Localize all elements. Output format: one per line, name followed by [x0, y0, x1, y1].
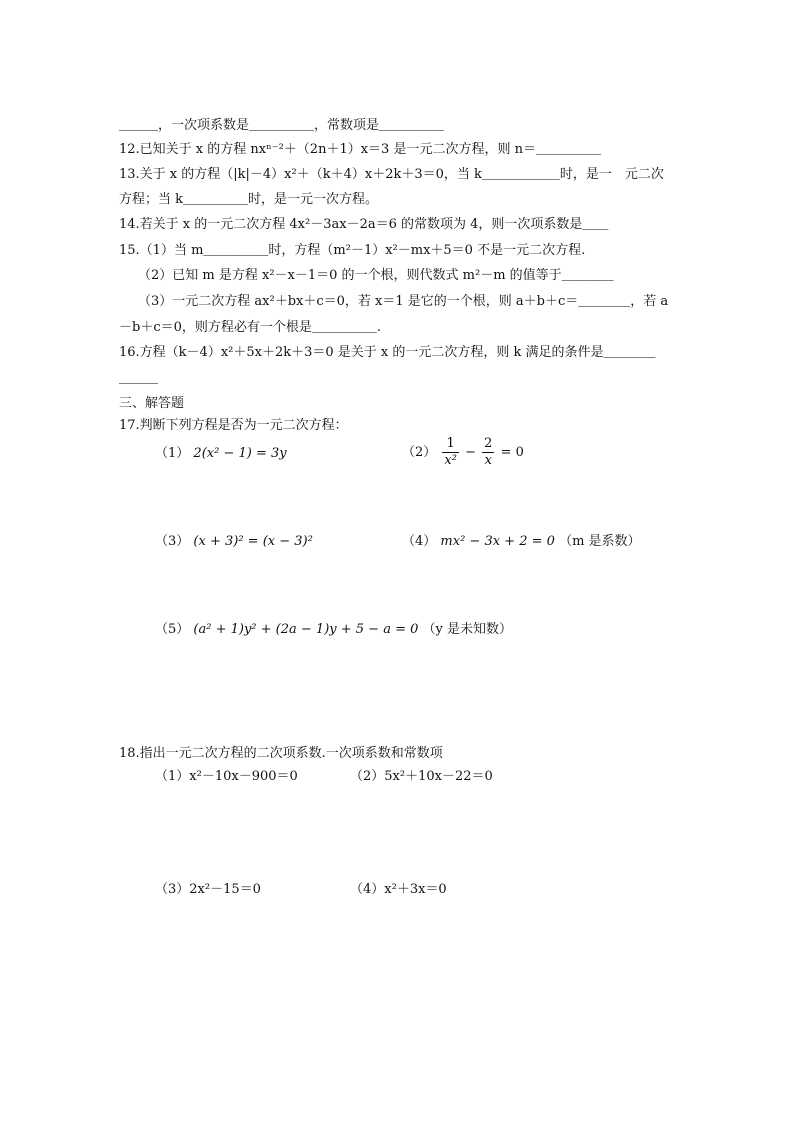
question-17: 17.判断下列方程是否为一元二次方程： — [119, 418, 348, 433]
section-heading-3: 三、解答题 — [119, 396, 185, 411]
minus-sign: − — [465, 445, 477, 460]
q11-continuation: ＿＿＿，一次项系数是＿＿＿＿＿，常数项是＿＿＿＿＿ — [119, 118, 445, 133]
item-label: （3） — [155, 534, 190, 549]
q17-item-4 — [402, 534, 641, 550]
question-15-part3-line1: （3）一元二次方程 ax²＋bx＋c＝0，若 x＝1 是它的一个根，则 a＋b＋c＝＿＿＿＿，若 a — [138, 294, 669, 309]
numerator: 1 — [442, 436, 459, 453]
question-16-line1: 16.方程（k－4）x²＋5x＋2k＋3＝0 是关于 x 的一元二次方程，则 k 满足的条件是＿＿＿＿ — [119, 345, 656, 360]
fraction-1 — [442, 436, 459, 469]
equation-note: （y 是未知数） — [422, 622, 512, 637]
q18-item-4: （4）x²＋3x＝0 — [350, 882, 447, 897]
q18-item-1: （1）x²－10x－900＝0 — [155, 769, 298, 784]
question-14: 14.若关于 x 的一元二次方程 4x²－3ax－2a＝6 的常数项为 4，则一次项系数是＿＿ — [119, 217, 609, 232]
equation: (x + 3)² = (x − 3)² — [193, 534, 313, 549]
question-13-line2: 方程；当 k＿＿＿＿＿时，是一元一次方程。 — [119, 192, 379, 207]
question-15-part1: 15.（1）当 m＿＿＿＿＿时，方程（m²－1）x²－mx＋5＝0 不是一元二次方程. — [119, 243, 586, 258]
equation: (a² + 1)y² + (2a − 1)y + 5 − a = 0 — [193, 622, 419, 637]
q17-item-2 — [402, 436, 524, 469]
numerator: 2 — [484, 436, 493, 451]
q18-item-2: （2）5x²＋10x－22＝0 — [350, 769, 493, 784]
equation: mx² − 3x + 2 = 0 — [440, 534, 555, 549]
question-18: 18.指出一元二次方程的二次项系数.一次项系数和常数项 — [119, 746, 443, 761]
item-label: （1） — [155, 446, 190, 461]
q17-item-3 — [155, 534, 313, 550]
question-15-part2: （2）已知 m 是方程 x²－x－1＝0 的一个根，则代数式 m²－m 的值等于＿＿＿＿ — [138, 268, 614, 283]
fraction-2 — [482, 436, 494, 469]
item-label: （4） — [402, 534, 437, 549]
question-13-line1: 13.关于 x 的方程（|k|－4）x²＋（k＋4）x＋2k＋3＝0，当 k＿＿＿＿＿＿时，是一 元二次 — [119, 167, 664, 182]
question-12: 12.已知关于 x 的方程 nxⁿ⁻²＋（2n＋1）x＝3 是一元二次方程，则 n＝＿＿＿＿＿ — [119, 142, 601, 157]
q17-item-1 — [155, 446, 287, 462]
question-16-line2: ＿＿＿ — [119, 371, 159, 386]
denominator: x — [484, 453, 492, 468]
equation-rest: = 0 — [500, 445, 524, 460]
equation: 2(x² − 1) = 3y — [193, 446, 287, 461]
item-label: （5） — [155, 622, 190, 637]
item-label: （2） — [402, 445, 437, 460]
denominator: x² — [444, 453, 457, 468]
q17-item-5 — [155, 622, 512, 638]
q18-item-3: （3）2x²－15＝0 — [155, 882, 261, 897]
equation-note: （m 是系数） — [559, 534, 641, 549]
question-15-part3-line2: －b＋c＝0，则方程必有一个根是＿＿＿＿＿. — [119, 320, 382, 335]
